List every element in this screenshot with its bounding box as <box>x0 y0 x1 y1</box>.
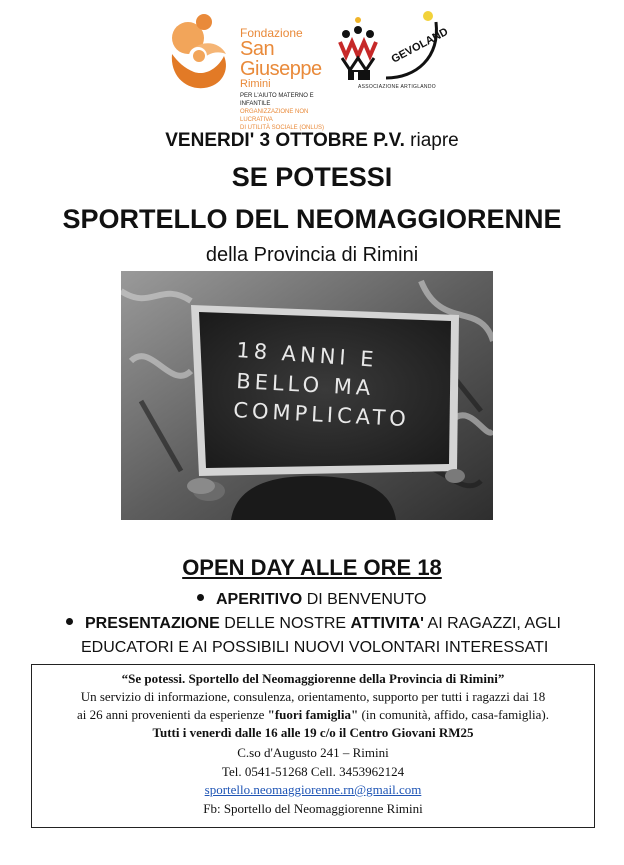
bullet-icon <box>66 618 73 625</box>
announcement-date: VENERDI' 3 OTTOBRE P.V. <box>165 130 405 151</box>
chalk-line-2: BELLO MA <box>235 369 375 401</box>
bullet-attivita-bold: ATTIVITA' <box>350 615 424 632</box>
gevoland-logo <box>336 8 448 96</box>
info-address: C.so d'Augusto 241 – Rimini <box>237 745 389 760</box>
chalk-line-3: COMPLICATO <box>232 398 411 432</box>
info-schedule: Tutti i venerdì dalle 16 alle 19 c/o il Centro Giovani RM25 <box>152 725 474 740</box>
chalk-line-1: 18 ANNI E <box>235 338 379 372</box>
bullet-presentazione-bold: PRESENTAZIONE <box>85 615 220 632</box>
bullet-aperitivo <box>197 591 426 609</box>
gevoland-association-label: ASSOCIAZIONE ARTIGLANDO <box>358 84 436 90</box>
info-email-row <box>32 782 594 798</box>
fondazione-org-line1: ORGANIZZAZIONE NON LUCRATIVA <box>240 109 309 123</box>
info-description-2b: "fuori famiglia" <box>267 707 359 722</box>
service-title: SPORTELLO DEL NEOMAGGIORENNE <box>62 204 562 234</box>
fondazione-org-line2: DI UTILITÀ SOCIALE (ONLUS) <box>240 125 325 131</box>
bullet-presentazione-rest: AI RAGAZZI, AGLI <box>427 615 561 632</box>
open-day-title: OPEN DAY ALLE ORE 18 <box>182 555 442 580</box>
info-description-2c: (in comunità, affido, casa-famiglia). <box>361 707 549 722</box>
info-phones: Tel. 0541-51268 Cell. 3453962124 <box>221 764 405 779</box>
san-giuseppe-label: San Giuseppe <box>240 38 322 80</box>
bullet-presentazione-continued: EDUCATORI E AI POSSIBILI NUOVI VOLONTARI INTERESSATI <box>81 639 549 656</box>
gevoland-emblem-icon <box>336 8 448 88</box>
info-description-2a: ai 26 anni provenienti da esperienze <box>77 707 265 722</box>
rimini-label: Rimini <box>240 78 271 90</box>
fondazione-tagline: PER L'AIUTO MATERNO E INFANTILE <box>240 93 314 107</box>
announcement-verb: riapre <box>410 130 459 151</box>
main-title: SE POTESSI <box>231 162 393 192</box>
email-link[interactable]: sportello.neomaggiorenne.rn@gmail.com <box>204 782 422 797</box>
bullet-presentazione <box>66 615 561 633</box>
open-day-heading <box>0 555 624 581</box>
bullet-aperitivo-rest: DI BENVENUTO <box>306 591 427 608</box>
bullet-icon <box>197 594 204 601</box>
fondazione-san-giuseppe-logo <box>164 10 334 131</box>
fondazione-emblem-icon <box>164 10 240 102</box>
bullet-presentazione-mid: DELLE NOSTRE <box>224 615 347 632</box>
chalkboard-photo <box>121 271 493 520</box>
bullet-aperitivo-bold: APERITIVO <box>216 591 303 608</box>
info-facebook: Fb: Sportello del Neomaggiorenne Rimini <box>203 801 423 816</box>
info-description-1: Un servizio di informazione, consulenza, orientamento, supporto per tutti i ragazzi dai 18 <box>80 689 546 704</box>
announcement-date-line <box>0 130 624 152</box>
service-subtitle: della Provincia di Rimini <box>205 244 419 266</box>
svg-text:GEVOLAND: GEVOLAND <box>389 25 448 66</box>
logos-header <box>0 0 624 131</box>
info-box <box>31 664 595 828</box>
fondazione-label: Fondazione <box>240 26 303 40</box>
info-quote: “Se potessi. Sportello del Neomaggiorenne della Provincia di Rimini” <box>121 671 505 686</box>
info-description-2 <box>32 707 594 723</box>
